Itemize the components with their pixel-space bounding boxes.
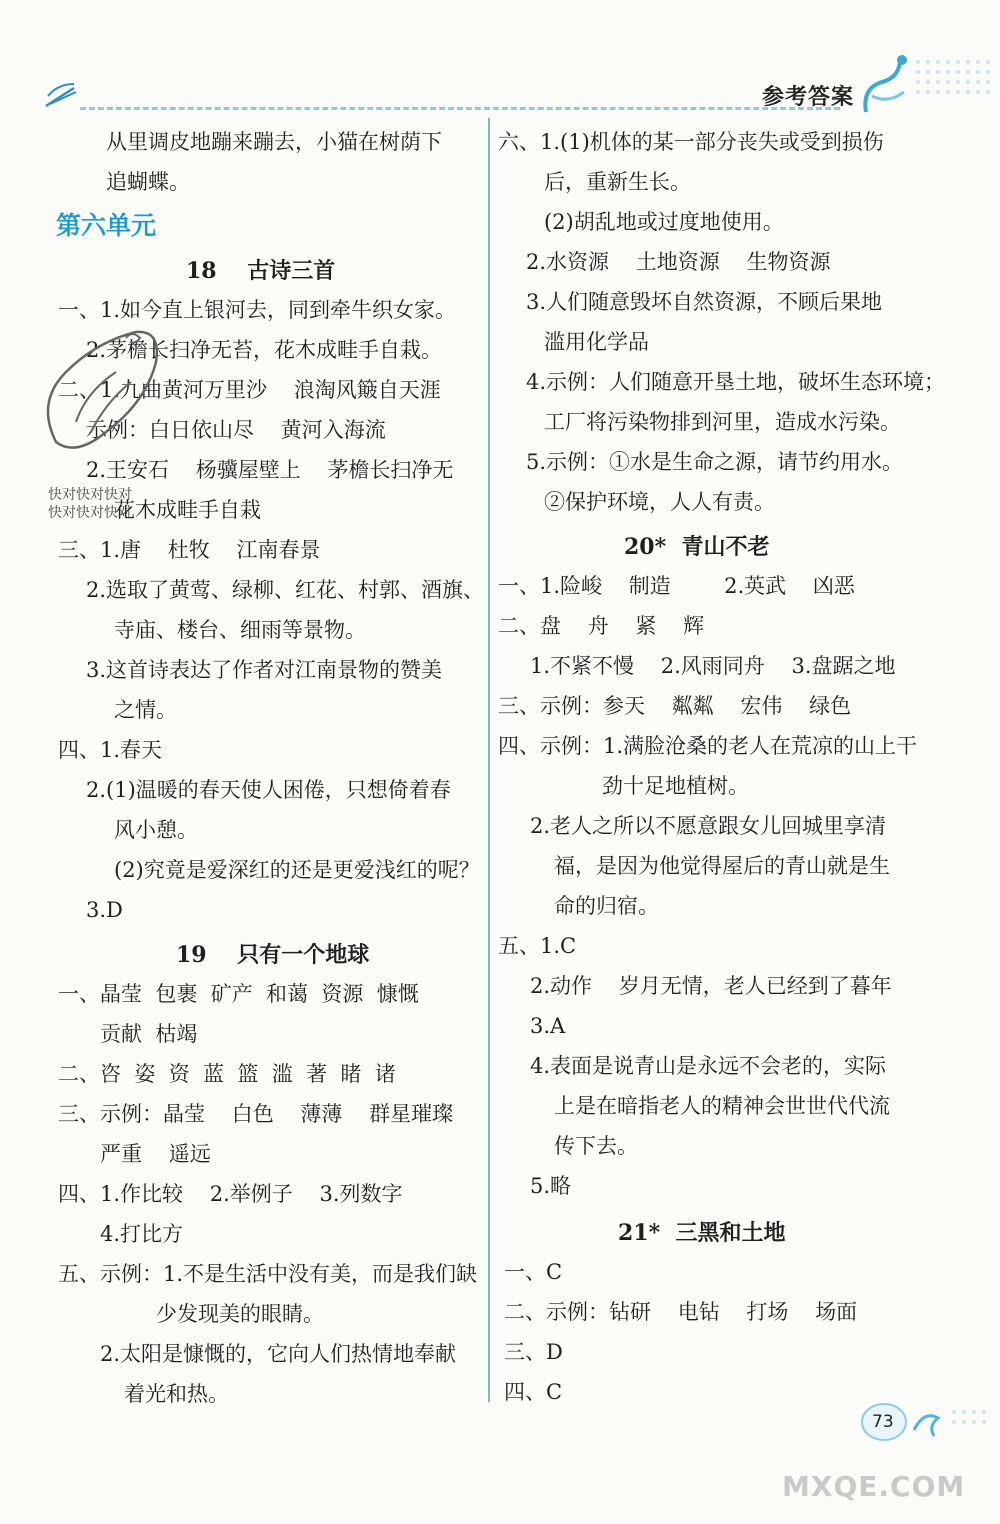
answer-line: 六、1.(1)机体的某一部分丧失或受到损伤 xyxy=(498,130,884,154)
lesson-18-heading: 18 古诗三首 xyxy=(186,258,336,284)
handwritten-stamp-icon xyxy=(36,322,176,472)
lesson-21-heading: 21* 三黑和土地 xyxy=(618,1220,786,1246)
answer-line: 之情。 xyxy=(114,698,177,722)
answer-line: 2.动作 岁月无情，老人已经到了暮年 xyxy=(530,974,892,998)
unit-heading: 第六单元 xyxy=(56,211,157,240)
answer-line: 示例：白日依山尽 黄河入海流 xyxy=(86,418,386,442)
answer-line: 寺庙、楼台、细雨等景物。 xyxy=(114,618,366,642)
answer-line: 工厂将污染物排到河里，造成水污染。 xyxy=(544,410,901,434)
answer-line: 一、1.险峻 制造 2.英武 凶恶 xyxy=(498,574,855,598)
answer-line: 二、示例：钻研 电钻 打场 场面 xyxy=(504,1300,858,1324)
answer-line: 后，重新生长。 xyxy=(544,170,691,194)
answer-line: 追蝴蝶。 xyxy=(106,170,190,194)
answer-line: 福，是因为他觉得屋后的青山就是生 xyxy=(554,854,890,878)
answer-line: 3.人们随意毁坏自然资源，不顾后果地 xyxy=(526,290,883,314)
answer-line: 花木成畦手自栽 xyxy=(114,498,261,522)
answer-line: 着光和热。 xyxy=(124,1382,229,1406)
answer-line: 3.D xyxy=(86,898,123,922)
decorative-swirl-icon xyxy=(858,52,1000,122)
answer-line: 一、C xyxy=(504,1260,563,1284)
answer-line: ②保护环境，人人有责。 xyxy=(544,490,775,514)
answer-line: 4.表面是说青山是永远不会老的，实际 xyxy=(530,1054,887,1078)
answer-line: 5.略 xyxy=(530,1174,572,1198)
answer-line: 2.太阳是慷慨的，它向人们热情地奉献 xyxy=(100,1342,457,1366)
lesson-20-heading: 20* 青山不老 xyxy=(624,534,770,560)
answer-line: 二、1.九曲黄河万里沙 浪淘风簸自天涯 xyxy=(58,378,441,402)
answer-line: 滥用化学品 xyxy=(544,330,649,354)
page-number-badge xyxy=(858,1400,1000,1450)
answer-line: 从里调皮地蹦来蹦去，小猫在树荫下 xyxy=(106,130,442,154)
answer-line: 2.(1)温暖的春天使人困倦，只想倚着春 xyxy=(86,778,451,802)
answer-line: 2.选取了黄莺、绿柳、红花、村郭、酒旗、 xyxy=(86,578,485,602)
answer-line: 2.王安石 杨骥屋壁上 茅檐长扫净无 xyxy=(86,458,454,482)
header-title: 参考答案 xyxy=(762,85,855,110)
lesson-19-heading: 19 只有一个地球 xyxy=(176,942,370,968)
watermark-text: 快对快对快对 xyxy=(48,505,132,521)
answer-line: 严重 遥远 xyxy=(100,1142,211,1166)
answer-line: 三、示例：参天 粼粼 宏伟 绿色 xyxy=(498,694,852,718)
answer-line: 二、咨 姿 资 蓝 篮 滥 著 睹 诸 xyxy=(58,1062,396,1086)
answer-line: 二、盘 舟 紧 辉 xyxy=(498,614,705,638)
site-watermark: MXQE.COM xyxy=(782,1470,966,1503)
answer-line: 5.示例：①水是生命之源，请节约用水。 xyxy=(526,450,904,474)
column-divider xyxy=(488,118,490,1402)
answer-line: 五、示例：1.不是生活中没有美，而是我们缺 xyxy=(58,1262,478,1286)
page-header xyxy=(0,0,1000,120)
pen-logo-icon xyxy=(44,82,78,108)
answer-line: 四、示例：1.满脸沧桑的老人在荒凉的山上干 xyxy=(498,734,918,758)
answer-line: 三、示例：晶莹 白色 薄薄 群星璀璨 xyxy=(58,1102,454,1126)
answer-line: 五、1.C xyxy=(498,934,577,958)
answer-line: (2)究竟是爱深红的还是更爱浅红的呢？ xyxy=(114,858,480,882)
answer-line: 命的归宿。 xyxy=(554,894,659,918)
answer-line: 4.打比方 xyxy=(100,1222,184,1246)
answer-line: 一、晶莹 包裹 矿产 和蔼 资源 慷慨 xyxy=(58,982,419,1006)
answer-line: 劲十足地植树。 xyxy=(602,774,749,798)
answer-line: 3.A xyxy=(530,1014,566,1038)
answer-line: 上是在暗指老人的精神会世世代代流 xyxy=(554,1094,890,1118)
answer-line: 2.茅檐长扫净无苔，花木成畦手自栽。 xyxy=(86,338,443,362)
answer-line: 四、C xyxy=(504,1380,563,1404)
answer-line: 2.水资源 土地资源 生物资源 xyxy=(526,250,831,274)
answer-line: 四、1.春天 xyxy=(58,738,163,762)
answer-line: 1.不紧不慢 2.风雨同舟 3.盘踞之地 xyxy=(530,654,896,678)
answer-line: 少发现美的眼睛。 xyxy=(156,1302,324,1326)
answer-line: 2.老人之所以不愿意跟女儿回城里享清 xyxy=(530,814,887,838)
answer-line: 三、D xyxy=(504,1340,563,1364)
answer-line: 贡献 枯竭 xyxy=(100,1022,198,1046)
answer-line: 一、1.如今直上银河去，同到牵牛织女家。 xyxy=(58,298,457,322)
watermark-text: 快对快对快对 xyxy=(48,487,132,503)
answer-line: 传下去。 xyxy=(554,1134,638,1158)
header-divider xyxy=(80,107,840,110)
answer-line: 4.示例：人们随意开垦土地，破坏生态环境； xyxy=(526,370,946,394)
answer-line: 四、1.作比较 2.举例子 3.列数字 xyxy=(58,1182,403,1206)
answer-line: 三、1.唐 杜牧 江南春景 xyxy=(58,538,321,562)
answer-line: 3.这首诗表达了作者对江南景物的赞美 xyxy=(86,658,443,682)
answer-line: 风小憩。 xyxy=(114,818,198,842)
page-number: 73 xyxy=(872,1412,894,1432)
answer-line: (2)胡乱地或过度地使用。 xyxy=(544,210,784,234)
